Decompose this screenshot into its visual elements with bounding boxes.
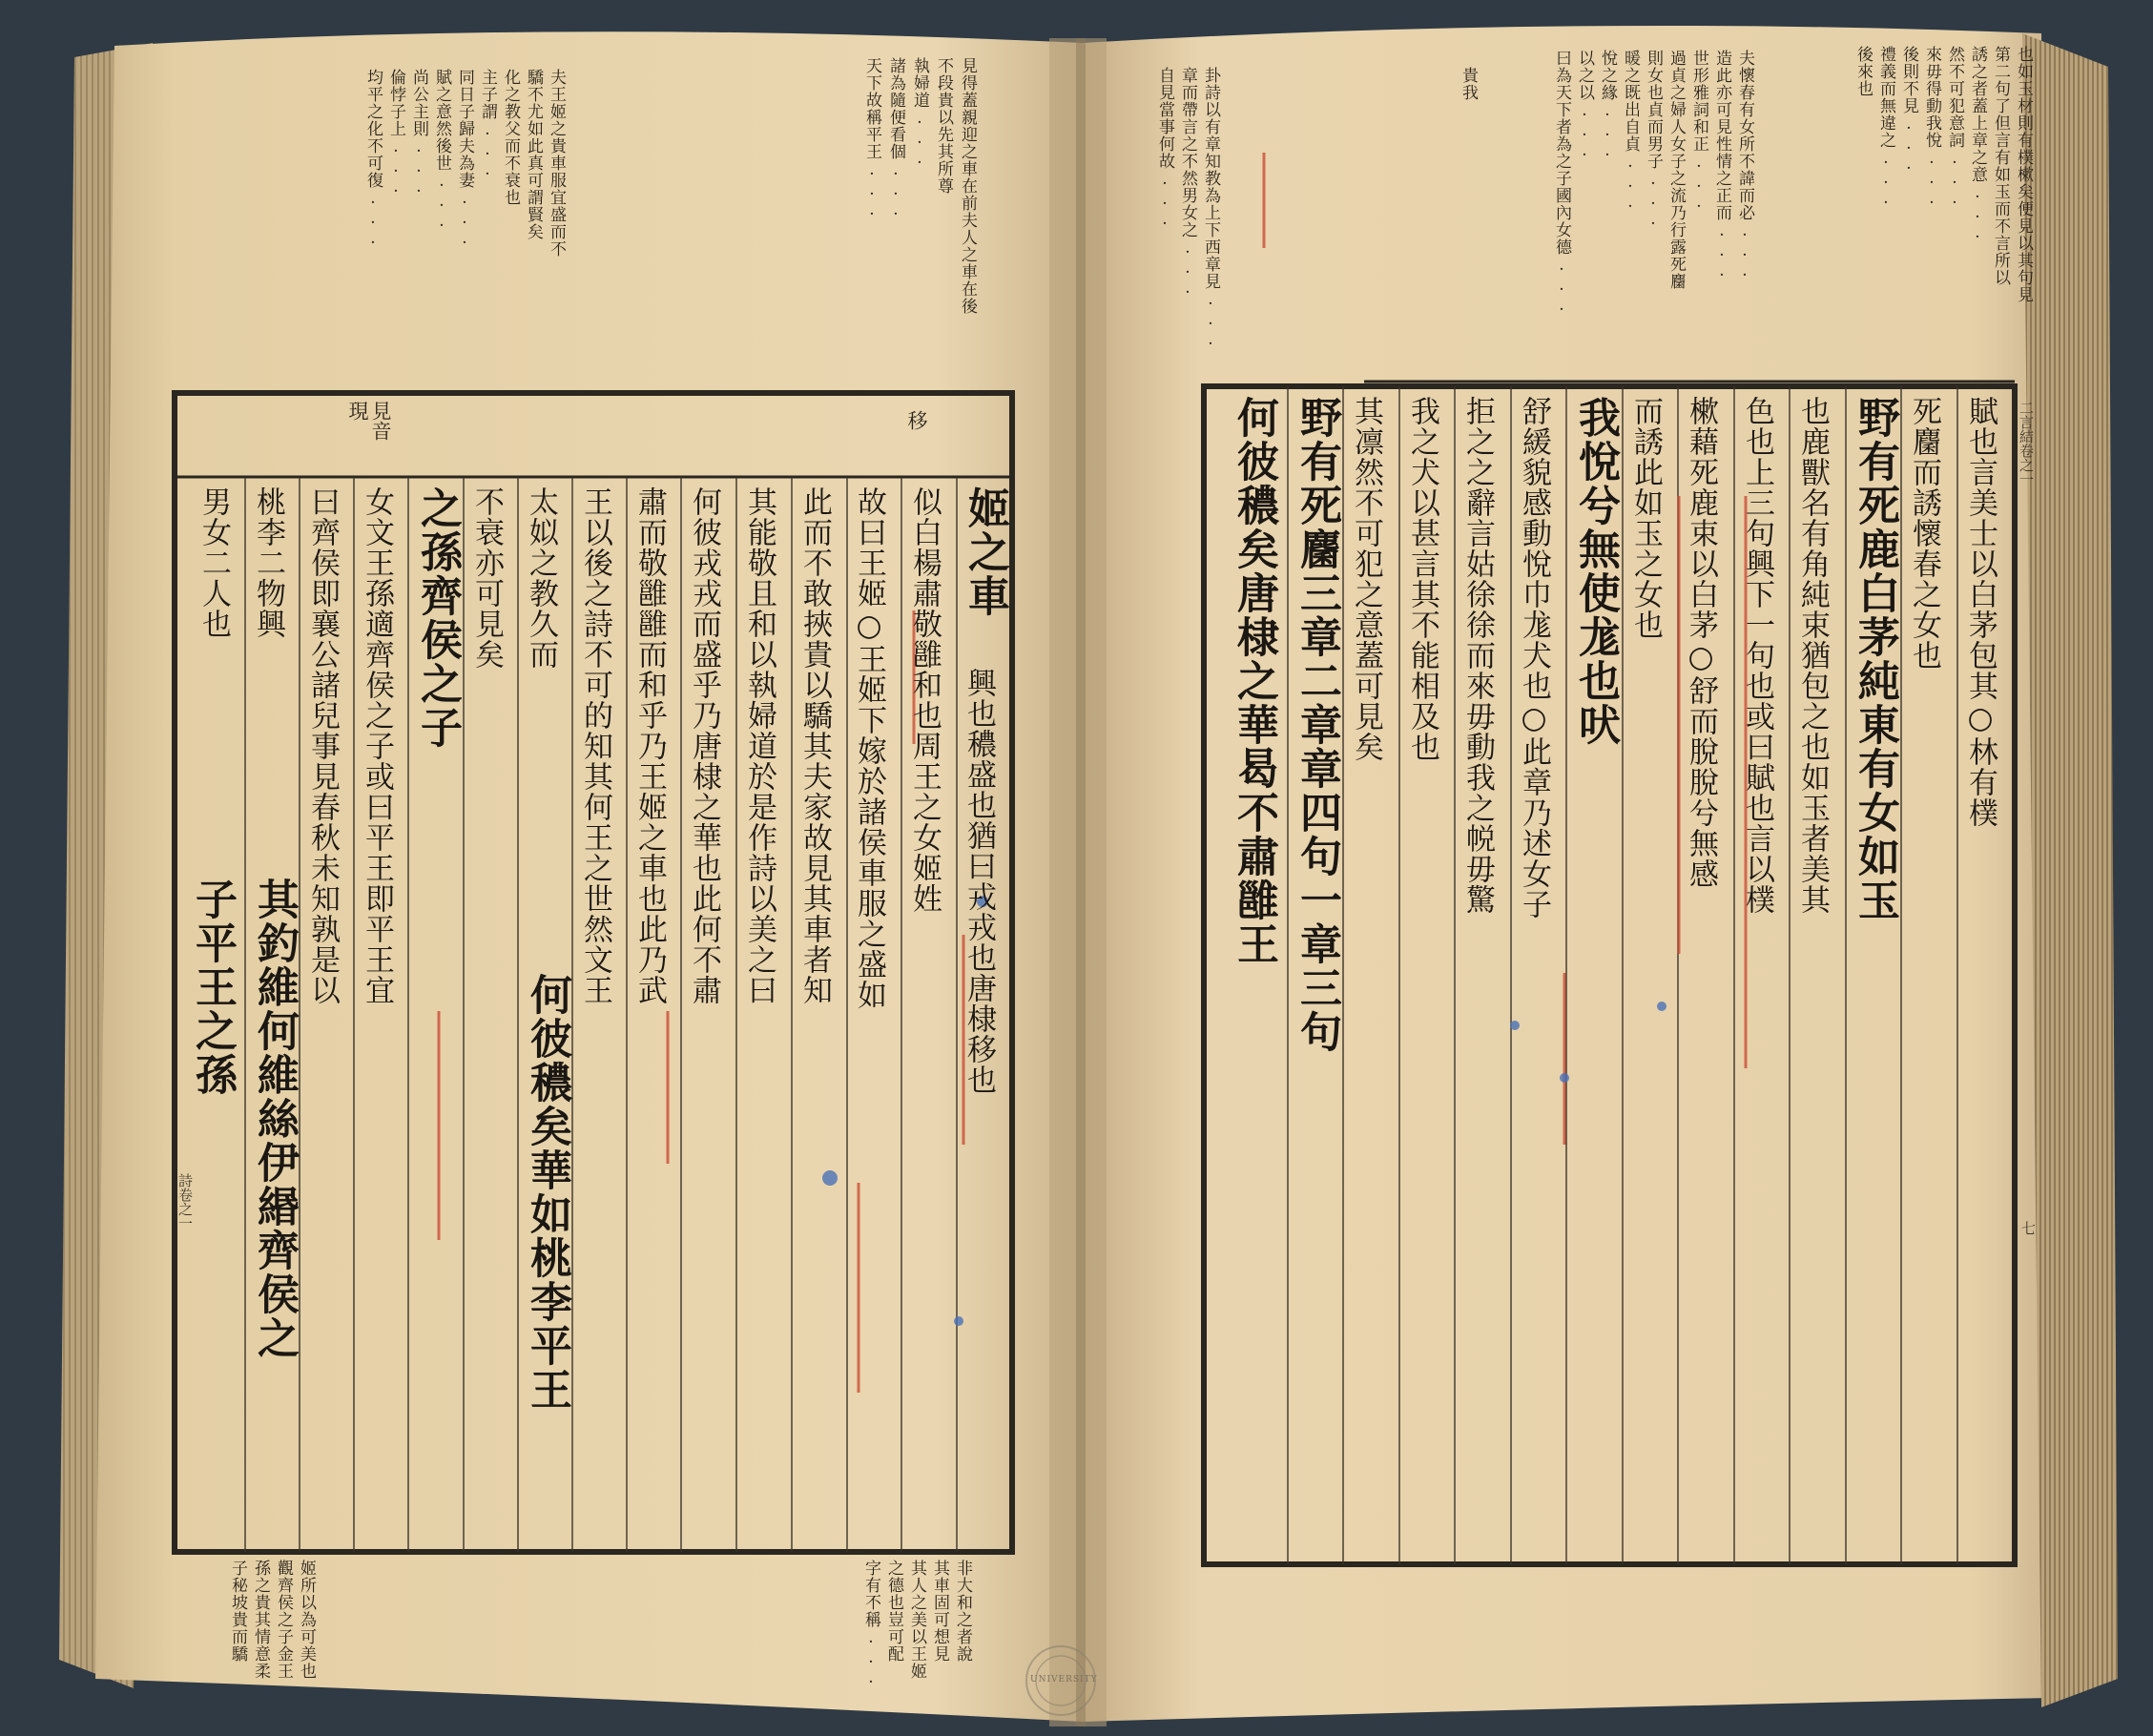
left-top-note2-3: 執婦道... <box>910 57 929 169</box>
left-top-note-8: 倫悖子上... <box>386 69 405 197</box>
right-top-note-6: 後則不見... <box>1899 46 1918 175</box>
right-top-note3-3: 自見當事何故... <box>1155 67 1174 230</box>
right-comm-col-9: 舒緩貌感動悅巾尨犬也○此章乃述女子 <box>1517 396 1551 920</box>
right-top-note2-7: 悅之緣... <box>1598 50 1617 161</box>
right-top-note2-9: 曰為天下者為之子國內女德... <box>1552 50 1571 316</box>
left-folio: 詩卷之一 <box>176 1173 194 1230</box>
left-bottom-note-4: 之德也豈可配 <box>884 1560 903 1663</box>
left-bottom-note2-3: 孫之貴其情意柔 <box>251 1560 270 1680</box>
left-top-note2-4: 諸為隨便看個... <box>886 57 905 220</box>
left-comm-col-3: 故曰王姬○王姬下嫁於諸侯車服之盛如 <box>852 486 886 1010</box>
right-top-note2-1: 夫懷春有女所不諱而必... <box>1735 50 1754 281</box>
left-main-col-16: 子平王之孫 <box>188 878 237 1097</box>
right-comm-col-11: 我之犬以甚言其不能相及也 <box>1405 396 1439 762</box>
left-top-note-7: 尚公主則... <box>409 69 428 197</box>
right-main-col-3: 野有死鹿白茅純東有女如玉 <box>1851 396 1899 922</box>
left-top-note-3: 化之教父而不衰也 <box>501 69 520 206</box>
left-top-note-4: 主子謂... <box>478 69 497 180</box>
left-comm-col-10: 不衰亦可見矣 <box>469 486 504 670</box>
right-comm-col-5: 色也上三句興下一句也或曰賦也言以樸 <box>1740 396 1774 915</box>
right-top-note-5: 來毋得動我悅... <box>1922 46 1941 209</box>
left-main-col-1: 姬之車 <box>961 486 1009 618</box>
left-head-upper: 見音 <box>369 401 392 441</box>
library-stamp-label: UNIVERSITY <box>1030 1675 1098 1684</box>
right-col-1: 賦也言美士以白茅包其○林有樸 <box>1963 396 1998 828</box>
left-top-note-5: 同日子歸夫為妻... <box>455 69 474 249</box>
left-top-note-6: 賦之意然後世... <box>432 69 451 232</box>
right-main-col-8: 我悅兮無使尨也吠 <box>1571 396 1620 747</box>
left-top-note-2: 驕不尤如此真可謂賢矣 <box>524 69 543 240</box>
right-top-note3-2: 章而帶言之不然男女之... <box>1178 67 1197 299</box>
right-top-note-1: 也如玉材則有樸樕矣便見以其句見 <box>2014 46 2033 303</box>
right-top-note2-8: 以之以... <box>1575 50 1594 161</box>
right-top-note2-3: 世形雅詞和正... <box>1689 50 1708 213</box>
left-bottom-note2-4: 子秘坡貴而驕 <box>228 1560 247 1663</box>
right-top-note2-5: 則女也貞而男子... <box>1644 50 1663 230</box>
right-main-col-14: 何彼穠矣唐棣之華曷不肅雝王 <box>1230 396 1278 966</box>
left-bottom-note-5: 字有不稱... <box>861 1560 880 1688</box>
left-big-phrase-1: 何彼穠矣華如桃李平王 <box>523 973 571 1412</box>
right-col-2: 死麕而誘懷春之女也 <box>1907 396 1941 671</box>
left-bottom-note-2: 其車固可想見 <box>930 1560 949 1663</box>
right-comm-col-10: 拒之之辭言姑徐徐而來毋動我之帨毋驚 <box>1460 396 1495 915</box>
left-bottom-note2-1: 姬所以為可美也 <box>297 1560 316 1680</box>
right-head-side: 二言結卷之一 <box>2018 401 2035 486</box>
right-top-note2-6: 暖之既出自貞... <box>1621 50 1640 213</box>
right-comm-col-12: 其凛然不可犯之意蓋可見矣 <box>1349 396 1383 762</box>
right-top-note-2: 第二句了但言有如玉而不言所以 <box>1991 46 2010 286</box>
left-top-note2-2: 不段貴以先其所尊 <box>934 57 953 195</box>
left-comm-col-13: 曰齊侯即襄公諸兒事見春秋未知孰是以 <box>305 486 340 1005</box>
left-comm-col-14: 桃李二物興 <box>251 486 285 639</box>
left-top-note2-1: 見得蓋親迎之車在前夫人之車在後 <box>958 57 977 315</box>
left-top-note2-5: 天下故稱平王... <box>862 57 881 220</box>
left-big-phrase-2: 其釣維何維絲伊緡齊侯之 <box>250 878 299 1360</box>
right-comm-col-6: 樕藉死鹿束以白茅○舒而脫脫兮無感 <box>1684 396 1718 889</box>
left-comm-col-12: 女文王孫適齊侯之子或曰平王即平王宜 <box>360 486 394 1005</box>
left-comm-col-6: 何彼戎戎而盛乎乃唐棣之華也此何不肅 <box>687 486 721 1005</box>
left-comm-col-1: 興也穠盛也猶曰戎戎也唐棣移也 <box>962 668 996 1095</box>
left-main-col-11: 之孫齊侯之子 <box>413 486 462 750</box>
left-comm-col-8: 王以後之詩不可的知其何王之世然文王 <box>578 486 612 1005</box>
left-bottom-note-1: 非大和之者說 <box>953 1560 972 1663</box>
right-folio: 七 <box>2019 1221 2037 1235</box>
left-comm-col-15: 男女二人也 <box>197 486 231 639</box>
right-top-note3-4: 貴我 <box>1459 67 1478 101</box>
left-bottom-note-3: 其人之美以王姬 <box>907 1560 926 1680</box>
right-top-note-7: 禮義而無違之... <box>1876 46 1895 209</box>
right-top-note2-2: 造此亦可見性情之正而... <box>1712 50 1731 281</box>
left-top-note-1: 夫王姬之貴車服宜盛而不 <box>547 69 566 258</box>
right-top-note3-1: 卦詩以有章知教為上下西章見... <box>1201 67 1220 350</box>
left-head-side: 移 <box>905 410 928 430</box>
right-comm-col-7: 而誘此如玉之女也 <box>1628 396 1663 640</box>
left-top-note-9: 均平之化不可復... <box>363 69 383 249</box>
left-head-lower: 現 <box>346 401 369 421</box>
left-comm-col-4: 此而不敢挾貴以驕其夫家故見其車者知 <box>797 486 832 1005</box>
right-comm-col-4: 也鹿獸名有角純束猶包之也如玉者美其 <box>1795 396 1830 915</box>
right-top-note-3: 誘之者蓋上章之意... <box>1968 46 1987 243</box>
left-comm-col-7: 肅而敬雝雝而和乎乃王姬之車也此乃武 <box>632 486 667 1005</box>
left-comm-col-9: 太姒之教久而 <box>524 486 558 670</box>
right-top-note2-4: 過貞之婦人女子之流乃行露死麕 <box>1667 50 1686 290</box>
left-bottom-note2-2: 觀齊侯之子金王 <box>274 1560 293 1680</box>
right-top-note-4: 然不可犯意詞... <box>1945 46 1964 209</box>
left-comm-col-5: 其能敬且和以執婦道於是作詩以美之曰 <box>742 486 776 1005</box>
right-main-col-13: 野有死麕三章二章章四句一章三句 <box>1293 396 1341 1054</box>
left-comm-col-2: 似白楊肅敬雝和也周王之女姬姓 <box>907 486 942 914</box>
right-top-note-8: 後來也 <box>1853 46 1873 97</box>
